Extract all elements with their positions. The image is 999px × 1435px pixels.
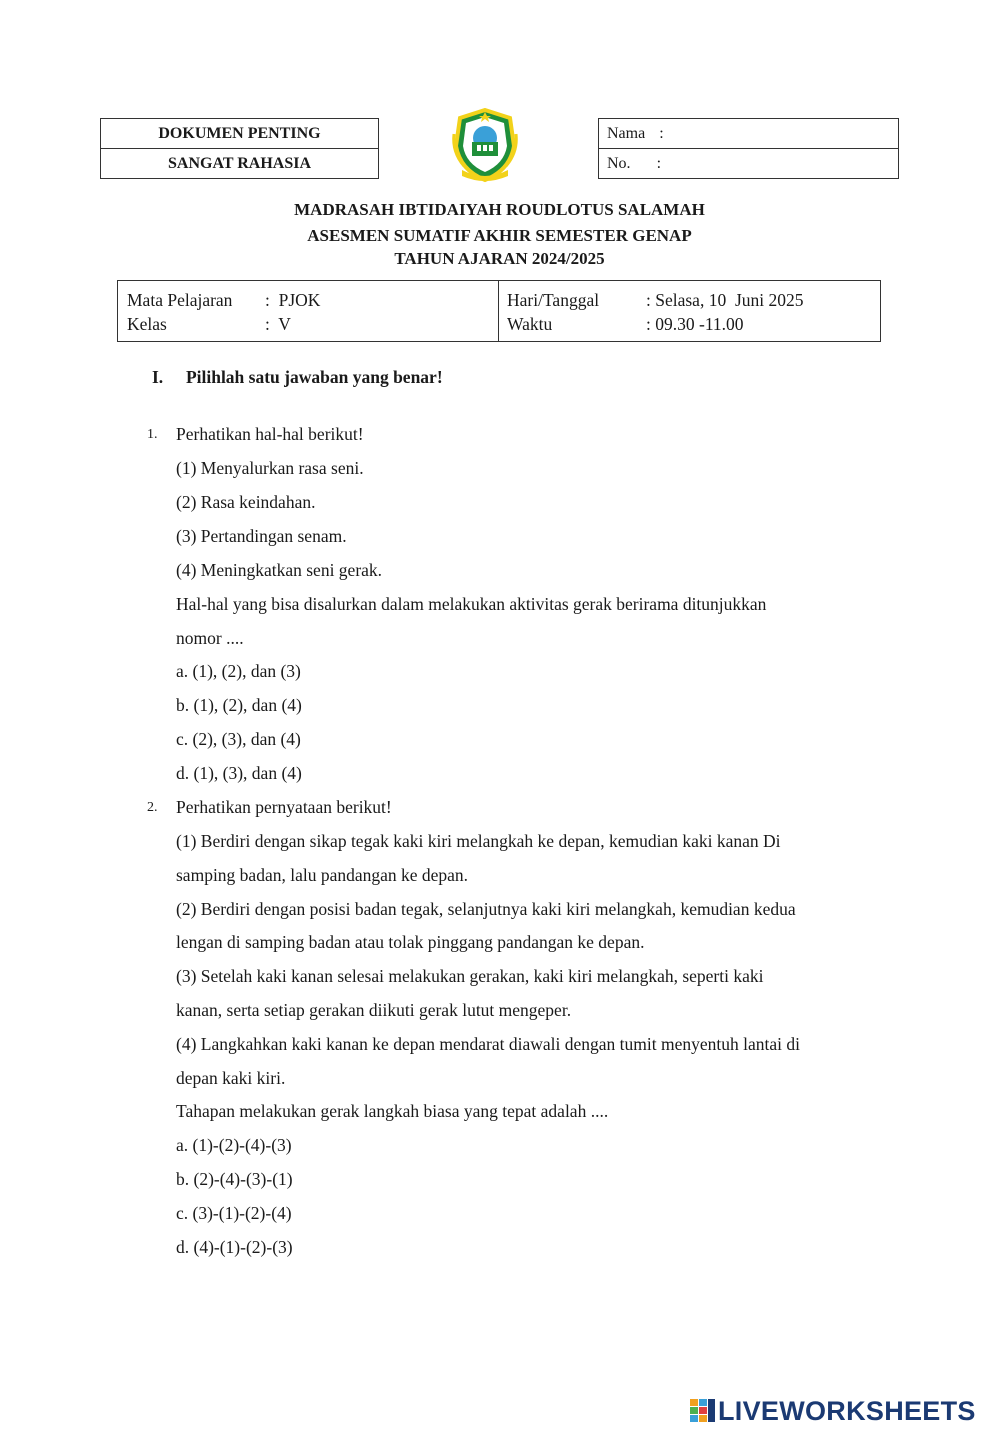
question-2-question: Tahapan melakukan gerak langkah biasa yang tepat adalah .... — [176, 1101, 609, 1121]
exam-title: ASESMEN SUMATIF AKHIR SEMESTER GENAP — [307, 226, 692, 245]
class-label: Kelas — [127, 314, 167, 334]
subject-value: : PJOK — [265, 290, 321, 310]
question-2-statement: (2) Berdiri dengan posisi badan tegak, selanjutnya kaki kiri melangkah, kemudian kedua — [176, 899, 796, 919]
answer-option[interactable]: d. (1), (3), dan (4) — [176, 763, 302, 783]
subject-label: Mata Pelajaran — [127, 290, 233, 310]
question-2-statement: (1) Berdiri dengan sikap tegak kaki kiri melangkah ke depan, kemudian kaki kanan Di — [176, 831, 781, 851]
question-1-statement: (3) Pertandingan senam. — [176, 526, 347, 546]
date-value: : Selasa, 10 Juni 2025 — [646, 290, 804, 310]
number-field[interactable]: No. : — [599, 149, 899, 179]
section-number: I. — [152, 367, 164, 387]
question-2-prompt: Perhatikan pernyataan berikut! — [176, 797, 392, 817]
liveworksheets-logo — [690, 1396, 976, 1426]
school-logo — [450, 108, 520, 184]
liveworksheets-brand: LIVEWORKSHEETS — [718, 1395, 976, 1426]
question-number: 1. — [147, 427, 158, 442]
question-number: 2. — [147, 800, 158, 815]
name-field[interactable]: Nama : — [599, 119, 899, 149]
question-2-statement: samping badan, lalu pandangan ke depan. — [176, 865, 469, 885]
student-identity-box — [598, 118, 899, 179]
question-1-statement: (4) Meningkatkan seni gerak. — [176, 560, 383, 580]
liveworksheets-icon — [690, 1399, 716, 1423]
question-1-question: nomor .... — [176, 628, 244, 648]
question-1-question: Hal-hal yang bisa disalurkan dalam melakukan aktivitas gerak berirama ditunjukkan — [176, 594, 767, 614]
section-heading — [152, 367, 443, 388]
question-2-statement: (4) Langkahkan kaki kanan ke depan mendarat diawali dengan tumit menyentuh lantai di — [176, 1034, 800, 1054]
document-classification-box — [100, 118, 379, 179]
question-1-prompt: Perhatikan hal-hal berikut! — [176, 424, 364, 444]
answer-option[interactable]: c. (2), (3), dan (4) — [176, 729, 301, 749]
answer-option[interactable]: c. (3)-(1)-(2)-(4) — [176, 1203, 292, 1223]
class-value: : V — [265, 314, 291, 334]
question-1-statement: (1) Menyalurkan rasa seni. — [176, 458, 364, 478]
question-2-statement: kanan, serta setiap gerakan diikuti gerak lutut mengeper. — [176, 1000, 572, 1020]
question-2-statement: lengan di samping badan atau tolak pinggang pandangan ke depan. — [176, 932, 645, 952]
answer-option[interactable]: d. (4)-(1)-(2)-(3) — [176, 1237, 293, 1257]
question-2-statement: depan kaki kiri. — [176, 1068, 286, 1088]
answer-option[interactable]: a. (1), (2), dan (3) — [176, 661, 301, 681]
answer-option[interactable]: a. (1)-(2)-(4)-(3) — [176, 1135, 292, 1155]
classification-line-2: SANGAT RAHASIA — [101, 149, 379, 179]
academic-year-title: TAHUN AJARAN 2024/2025 — [394, 249, 605, 268]
info-divider — [498, 281, 499, 341]
answer-option[interactable]: b. (1), (2), dan (4) — [176, 695, 302, 715]
question-1-statement: (2) Rasa keindahan. — [176, 492, 316, 512]
date-label: Hari/Tanggal — [507, 290, 600, 310]
school-name-title: MADRASAH IBTIDAIYAH ROUDLOTUS SALAMAH — [294, 200, 705, 219]
exam-info-table — [117, 280, 881, 342]
time-value: : 09.30 -11.00 — [646, 314, 744, 334]
time-label: Waktu — [507, 314, 553, 334]
classification-line-1: DOKUMEN PENTING — [101, 119, 379, 149]
answer-option[interactable]: b. (2)-(4)-(3)-(1) — [176, 1169, 293, 1189]
section-instruction: Pilihlah satu jawaban yang benar! — [185, 367, 443, 387]
question-2-statement: (3) Setelah kaki kanan selesai melakukan gerakan, kaki kiri melangkah, seperti kaki — [176, 966, 764, 986]
